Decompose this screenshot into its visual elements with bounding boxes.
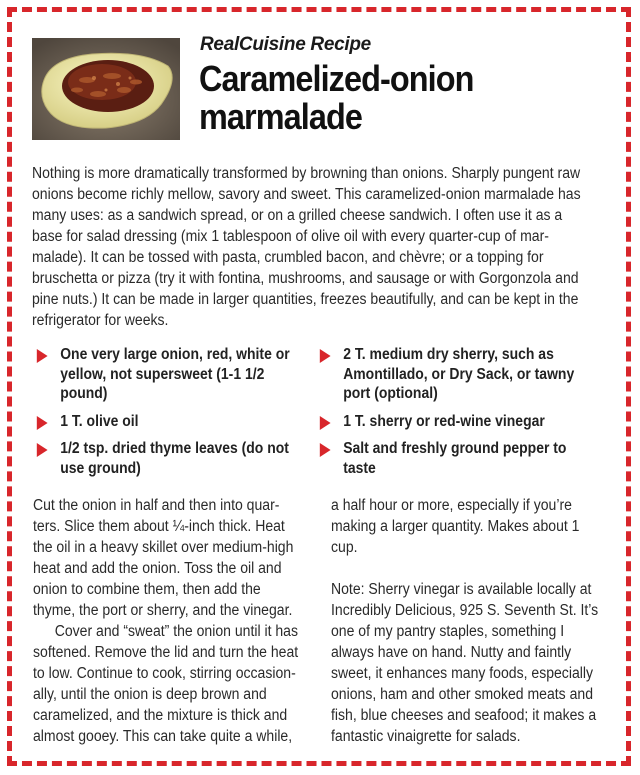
- ingredient-item: [35, 412, 305, 432]
- text-line: softened. Remove the lid and turn the heat: [33, 644, 299, 661]
- text-line: taste: [343, 459, 376, 477]
- bullet-arrow-icon: [37, 349, 48, 363]
- text-line: fish, blue cheeses and seafood; it makes a: [331, 707, 597, 724]
- text-line: onions, ham and other smoked meats and: [331, 686, 594, 703]
- text-line: always have on hand. Nutty and faintly: [331, 644, 572, 661]
- ingredient-item: [35, 439, 305, 478]
- text-line: ally, until the onion is deep brown and: [33, 686, 267, 703]
- text-line: making a larger quantity. Makes about 1: [331, 518, 580, 535]
- text-line: Nothing is more dramatically transformed by browning than onions. Sharply pungent raw: [32, 165, 581, 182]
- ingredient-item: [35, 345, 305, 404]
- recipe-title-line: marmalade: [199, 96, 362, 137]
- bullet-arrow-icon: [37, 416, 48, 430]
- ingredient-item: [318, 439, 597, 478]
- text-line: port (optional): [343, 385, 438, 402]
- recipe-title-line: Caramelized-onion: [199, 58, 474, 99]
- bullet-arrow-icon: [37, 443, 48, 457]
- text-line: almost gooey. This can take quite a while,: [33, 728, 293, 745]
- text-line: 2 T. medium dry sherry, such as: [343, 346, 554, 363]
- text-line: base for salad dressing (mix 1 tablespoon of olive oil with every quarter-cup of mar-: [32, 228, 549, 245]
- text-line: ters. Slice them about ¼-inch thick. Heat: [33, 518, 285, 535]
- text-line: one of my pantry staples, something I: [331, 623, 565, 640]
- text-line: pound): [60, 385, 108, 402]
- text-line: pine nuts.) It can be made in larger quantities, freezes beautifully, and can be kept in the: [32, 291, 579, 308]
- text-line: Incredibly Delicious, 925 S. Seventh St. It’s: [331, 602, 599, 619]
- ingredients-left-column: [35, 345, 305, 486]
- directions-right-column: [331, 495, 612, 747]
- text-line: malade). It can be tossed with pasta, crumbled bacon, and chèvre; or a topping for: [32, 249, 544, 266]
- bullet-arrow-icon: [320, 416, 331, 430]
- text-line: Salt and freshly ground pepper to: [343, 440, 567, 457]
- recipe-title: [199, 60, 559, 136]
- text-line: refrigerator for weeks.: [32, 312, 169, 329]
- text-line: the oil in a heavy skillet over medium-high: [33, 539, 294, 556]
- ingredient-item: [318, 345, 597, 404]
- paragraph-gap: [331, 558, 612, 579]
- text-line: Note: Sherry vinegar is available locally at: [331, 581, 592, 598]
- text-line: onion to combine them, then add the: [33, 581, 261, 598]
- text-line: sweet, it enhances many foods, especially: [331, 665, 593, 682]
- text-line: many uses: as a sandwich spread, or on a grilled cheese sandwich. I often use it as a: [32, 207, 563, 224]
- text-line: fantastic vinaigrette for salads.: [331, 728, 521, 745]
- text-line: Amontillado, or Dry Sack, or tawny: [343, 365, 575, 383]
- text-line: heat and add the onion. Toss the oil and: [33, 560, 282, 577]
- text-line: 1 T. olive oil: [60, 412, 139, 430]
- text-line: thyme, the port or sherry, and the vinegar.: [33, 602, 293, 619]
- ingredient-item: [318, 412, 597, 432]
- text-line: Cover and “sweat” the onion until it has: [54, 623, 299, 640]
- bullet-arrow-icon: [320, 349, 331, 363]
- text-line: a half hour or more, especially if you’re: [331, 497, 572, 514]
- ingredients-right-column: [318, 345, 597, 486]
- text-line: caramelized, and the mixture is thick and: [33, 707, 288, 724]
- bowl-of-marmalade-photo: [32, 38, 180, 140]
- text-line: bruschetta or pizza (try it with fontina, mushrooms, and sausage or with Gorgonzola and: [32, 270, 579, 287]
- intro-paragraph: [32, 163, 611, 331]
- text-line: One very large onion, red, white or: [60, 346, 290, 363]
- text-line: onions become richly mellow, savory and sweet. This caramelized-onion marmalade has: [32, 186, 581, 203]
- text-line: 1/2 tsp. dried thyme leaves (do not: [60, 440, 289, 457]
- directions-left-column: [33, 495, 314, 747]
- recipe-kicker: RealCuisine Recipe: [200, 34, 371, 55]
- text-line: cup.: [331, 539, 358, 556]
- text-line: use ground): [60, 459, 141, 477]
- text-line: to low. Continue to cook, stirring occasion-: [33, 665, 296, 682]
- text-line: Cut the onion in half and then into quar-: [33, 497, 280, 514]
- bullet-arrow-icon: [320, 443, 331, 457]
- text-line: 1 T. sherry or red-wine vinegar: [343, 412, 545, 430]
- text-line: yellow, not supersweet (1-1 1/2: [60, 365, 265, 383]
